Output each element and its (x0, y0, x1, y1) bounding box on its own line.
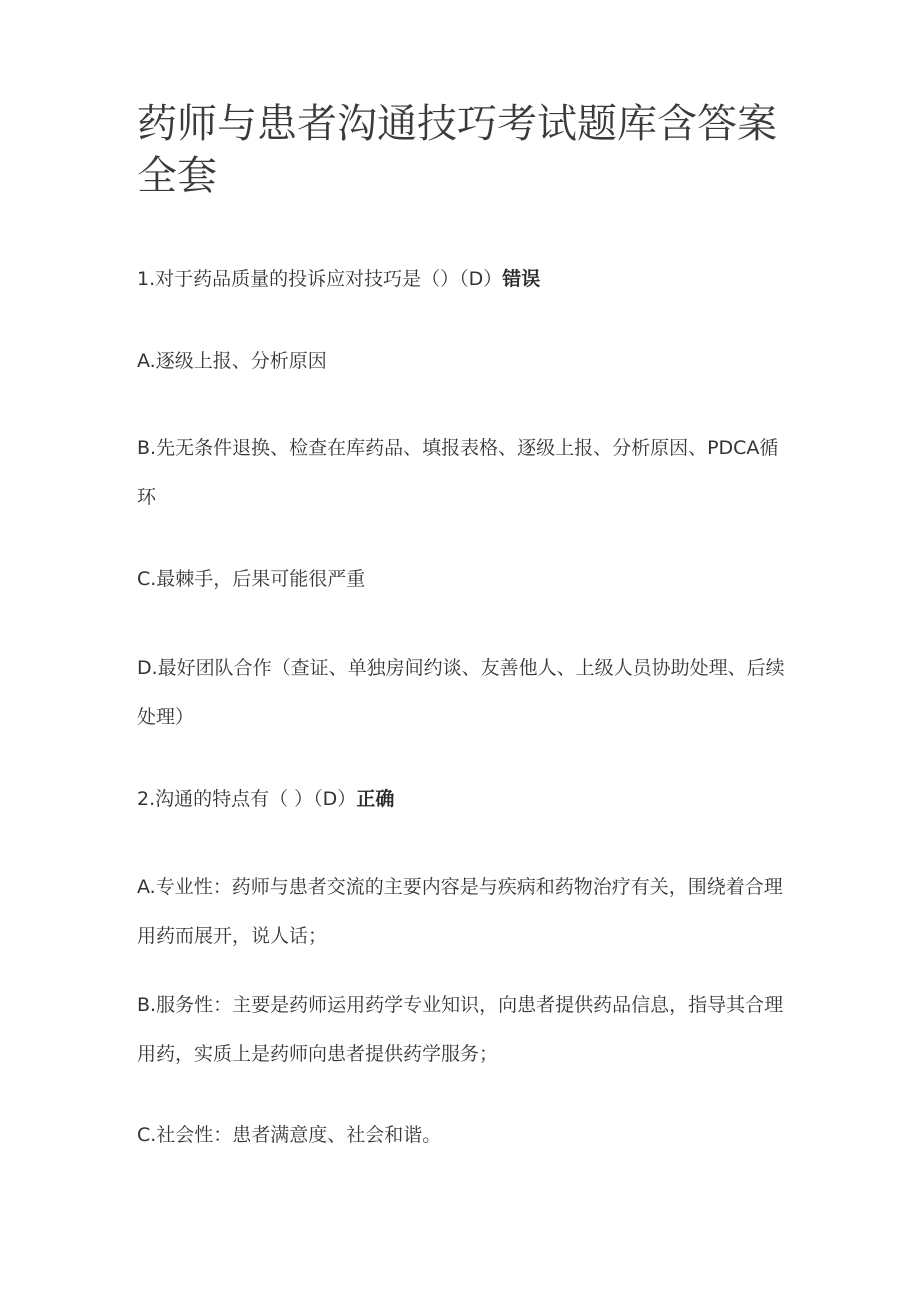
question-2-verdict: 正确 (356, 788, 395, 810)
question-1-option-c: C.最棘手，后果可能很严重 (137, 568, 366, 590)
question-1-option-d: D.最好团队合作（查证、单独房间约谈、友善他人、上级人员协助处理、后续处理） (137, 657, 785, 728)
question-1-stem (137, 255, 797, 304)
question-1-verdict: 错误 (502, 268, 541, 290)
question-2-option-a: A.专业性：药师与患者交流的主要内容是与疾病和药物治疗有关，围绕着合理用药而展开，说人话； (137, 876, 783, 947)
question-1-option-a: A.逐级上报、分析原因 (137, 350, 327, 372)
question-2-stem (137, 775, 797, 824)
question-2-stem-text: 2.沟通的特点有（ ）（D） (137, 788, 357, 810)
question-1-stem-text: 1.对于药品质量的投诉应对技巧是（）（D） (137, 268, 503, 290)
question-2-option-b: B.服务性：主要是药师运用药学专业知识，向患者提供药品信息，指导其合理用药，实质上是药师向患者提供药学服务； (137, 994, 784, 1065)
document-title: 药师与患者沟通技巧考试题库含答案全套 (137, 101, 777, 199)
question-1-option-b: B.先无条件退换、检查在库药品、填报表格、逐级上报、分析原因、PDCA循环 (137, 437, 779, 508)
question-2-option-c: C.社会性：患者满意度、社会和谐。 (137, 1124, 442, 1146)
